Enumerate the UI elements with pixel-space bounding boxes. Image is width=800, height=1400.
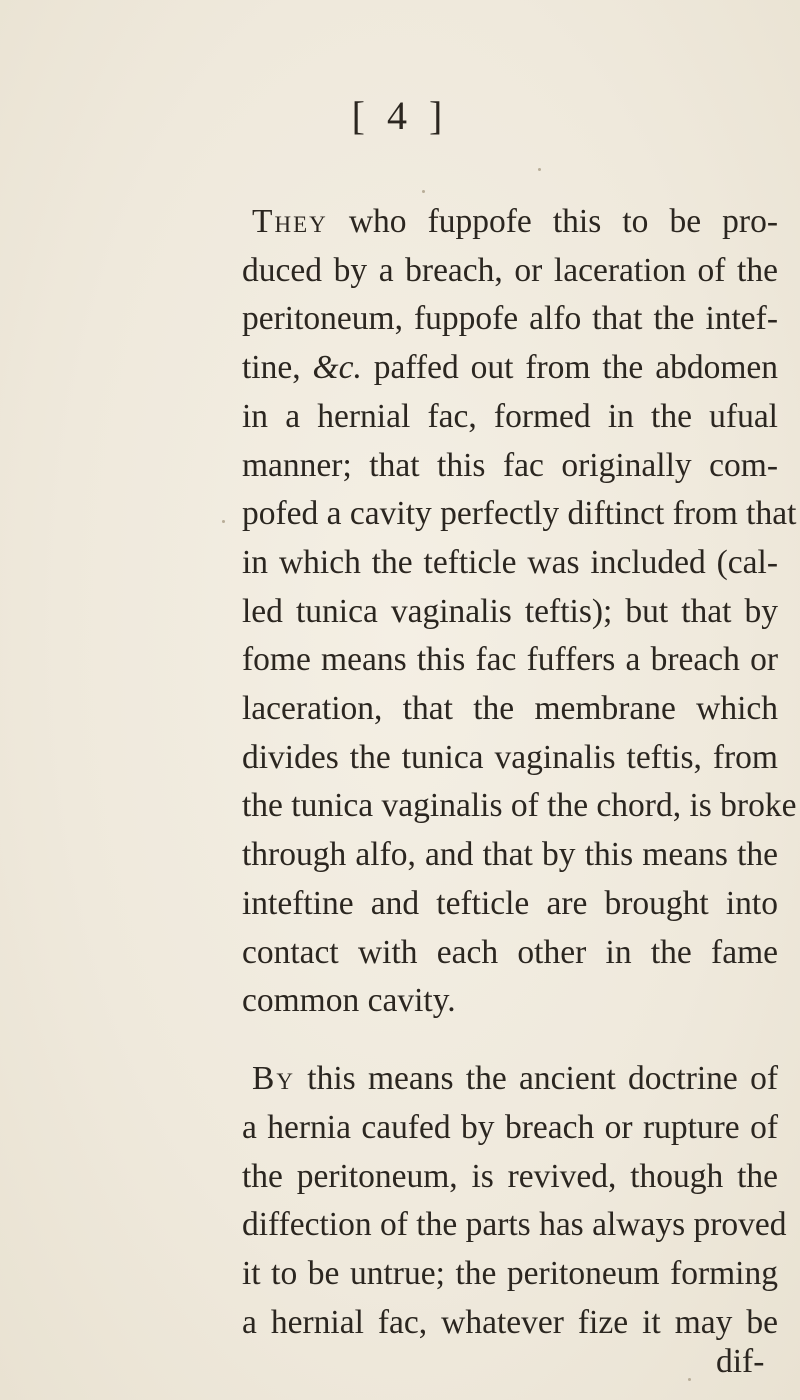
line-text: a hernia caufed by breach or rupture of — [242, 1108, 778, 1146]
text-line — [242, 933, 778, 971]
line-text: it to be untrue; the peritoneum forming — [242, 1255, 778, 1292]
text-line — [242, 984, 778, 1018]
text-line — [252, 205, 778, 239]
text-line — [242, 495, 797, 533]
drop-word: By — [252, 1060, 295, 1098]
text-line — [242, 543, 778, 581]
page-number: [ 4 ] — [351, 93, 449, 138]
line-text: led tunica vaginalis teftis); but that by — [242, 592, 778, 630]
line-text: fome means this fac fuffers a breach or — [242, 641, 778, 679]
text-line — [242, 787, 797, 825]
text-line — [242, 838, 778, 872]
line-text: in which the tefticle was included (cal- — [242, 543, 778, 581]
line-text: who fuppofe this to be pro- — [327, 203, 778, 240]
line-text: pofed a cavity perfectly diftinct from that — [242, 495, 797, 533]
line-text: manner; that this fac originally com- — [242, 446, 778, 484]
text-line — [252, 1062, 778, 1096]
line-text: peritoneum, fuppofe alfo that the intef- — [242, 300, 778, 338]
text-line — [242, 1206, 787, 1244]
line-text: in a hernial fac, formed in the ufual — [242, 397, 778, 435]
paper-speck — [538, 168, 541, 171]
text-line — [242, 592, 778, 630]
text-line — [242, 397, 778, 435]
text-line — [242, 1257, 778, 1291]
line-text: the peritoneum, is revived, though the — [242, 1157, 778, 1195]
text-line — [242, 884, 778, 922]
text-line — [242, 1303, 778, 1341]
text-line — [242, 692, 778, 726]
line-text: duced by a breach, or laceration of the — [242, 251, 778, 289]
line-text: paffed out from the abdomen — [361, 349, 779, 387]
catchword: dif- — [716, 1343, 765, 1380]
text-line — [242, 738, 778, 776]
line-text: contact with each other in the fame — [242, 933, 778, 971]
text-line — [242, 302, 778, 336]
italic-text: &c. — [312, 349, 362, 387]
drop-word: They — [252, 203, 328, 240]
line-text: diffection of the parts has always proved — [242, 1206, 787, 1244]
text-line — [242, 446, 778, 484]
line-text: inteftine and tefticle are brought into — [242, 884, 778, 922]
text-line — [242, 251, 778, 289]
line-text: tine, — [242, 349, 313, 387]
paper-speck — [688, 1378, 691, 1381]
line-text: the tunica vaginalis of the chord, is broke — [242, 787, 797, 825]
line-text: divides the tunica vaginalis teftis, from — [242, 738, 778, 776]
paper-speck — [222, 520, 225, 523]
line-text: this means the ancient doctrine of — [294, 1060, 778, 1098]
text-line — [242, 643, 778, 677]
text-line — [242, 351, 778, 385]
text-line — [242, 1108, 778, 1146]
line-text: laceration, that the membrane which — [242, 690, 778, 727]
paper-speck — [422, 190, 425, 193]
line-text: through alfo, and that by this means the — [242, 836, 778, 874]
text-line — [242, 1157, 778, 1195]
line-text: common cavity. — [242, 982, 456, 1020]
line-text: a hernial fac, whatever fize it may be — [242, 1303, 778, 1341]
